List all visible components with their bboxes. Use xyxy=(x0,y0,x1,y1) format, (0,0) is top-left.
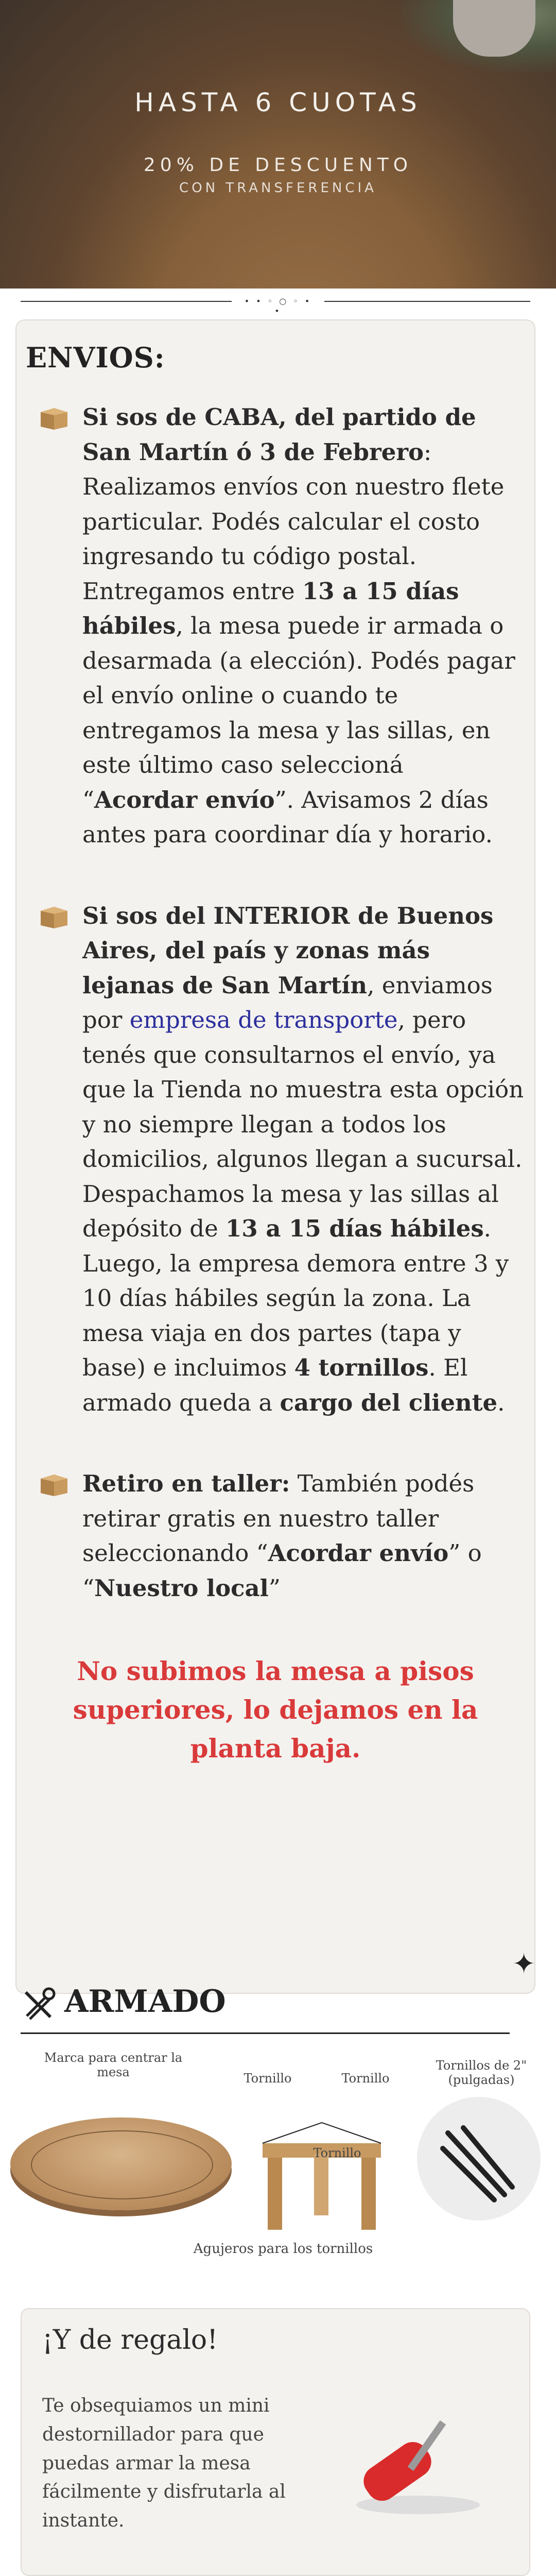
hero-discount: 20% DE DESCUENTO xyxy=(143,155,413,176)
ornament-divider: • • ◦ ○ ◦ • • xyxy=(21,296,530,307)
envio-caba: Si sos de CABA, del partido de San Martín ó 3 de Febrero: Realizamos envíos con nuestro flete particular. Podés calcular el costo ingresando tu código postal. Entregamos entre 13 a 15 días hábiles, la mesa puede ir armada o desarmada (a elección). Podés pagar el envío online o cuando te entregamos la mesa y las sillas, en este último caso seleccioná “Acordar envío”. Avisamos 2 días antes para coordinar día y horario. xyxy=(26,400,525,852)
gift-text: Te obsequiamos un mini destornillador para que puedas armar la mesa fácilmente y disfrutarla al instante. xyxy=(42,2395,286,2532)
tools-icon xyxy=(21,1986,57,2022)
hero-transfer: CON TRANSFERENCIA xyxy=(179,180,377,196)
screw-icon xyxy=(417,2097,541,2221)
table-frame-image xyxy=(252,2112,391,2236)
package-icon xyxy=(39,905,70,929)
transport-link[interactable]: empresa de transporte xyxy=(129,1006,398,1033)
package-icon xyxy=(39,406,70,431)
table-top-image xyxy=(10,2117,232,2210)
label-agujeros: Agujeros para los tornillos xyxy=(193,2241,373,2257)
label-tornillo-b: Tornillo xyxy=(341,2071,390,2086)
screws-image xyxy=(417,2097,541,2221)
envios-title: ENVIOS: xyxy=(26,341,165,374)
armado-illustration xyxy=(10,2050,546,2267)
screwdriver-image xyxy=(341,2397,495,2520)
armado-title: ARMADO xyxy=(64,1984,226,2020)
label-tornillo-a: Tornillo xyxy=(244,2071,292,2086)
label-tornillos: Tornillos de 2" (pulgadas) xyxy=(436,2058,527,2087)
gift-title: ¡Y de regalo! xyxy=(42,2325,218,2355)
envio-interior: Si sos del INTERIOR de Buenos Aires, del país y zonas más lejanas de San Martín, enviamos por empresa de transporte, pero tenés que consultarnos el envío, ya que la Tienda no muestra esta opción y no siempre llegan a todos los domicilios, algunos llegan a sucursal. Despachamos la mesa y las sillas al depósito de 13 a 15 días hábiles. Luego, la empresa demora entre 3 y 10 días hábiles según la zona. La mesa viaja en dos partes (tapa y base) e incluimos 4 tornillos. El armado queda a cargo del cliente. xyxy=(26,899,525,1420)
package-icon xyxy=(39,1472,70,1497)
envio-taller: Retiro en taller: También podés retirar gratis en nuestro taller seleccionando “Acordar envío” o “Nuestro local” xyxy=(26,1466,525,1605)
hero-banner xyxy=(0,0,556,289)
gift-card xyxy=(21,2308,530,2576)
label-marca: Marca para centrar la mesa xyxy=(44,2050,183,2079)
envios-card xyxy=(15,319,535,1994)
label-tornillo-c: Tornillo xyxy=(313,2146,361,2160)
hero-title: HASTA 6 CUOTAS xyxy=(134,88,422,117)
envios-note: No subimos la mesa a pisos superiores, lo dejamos en la planta baja. xyxy=(73,1656,478,1764)
sparkle-icon: ✦ xyxy=(512,1947,536,1980)
